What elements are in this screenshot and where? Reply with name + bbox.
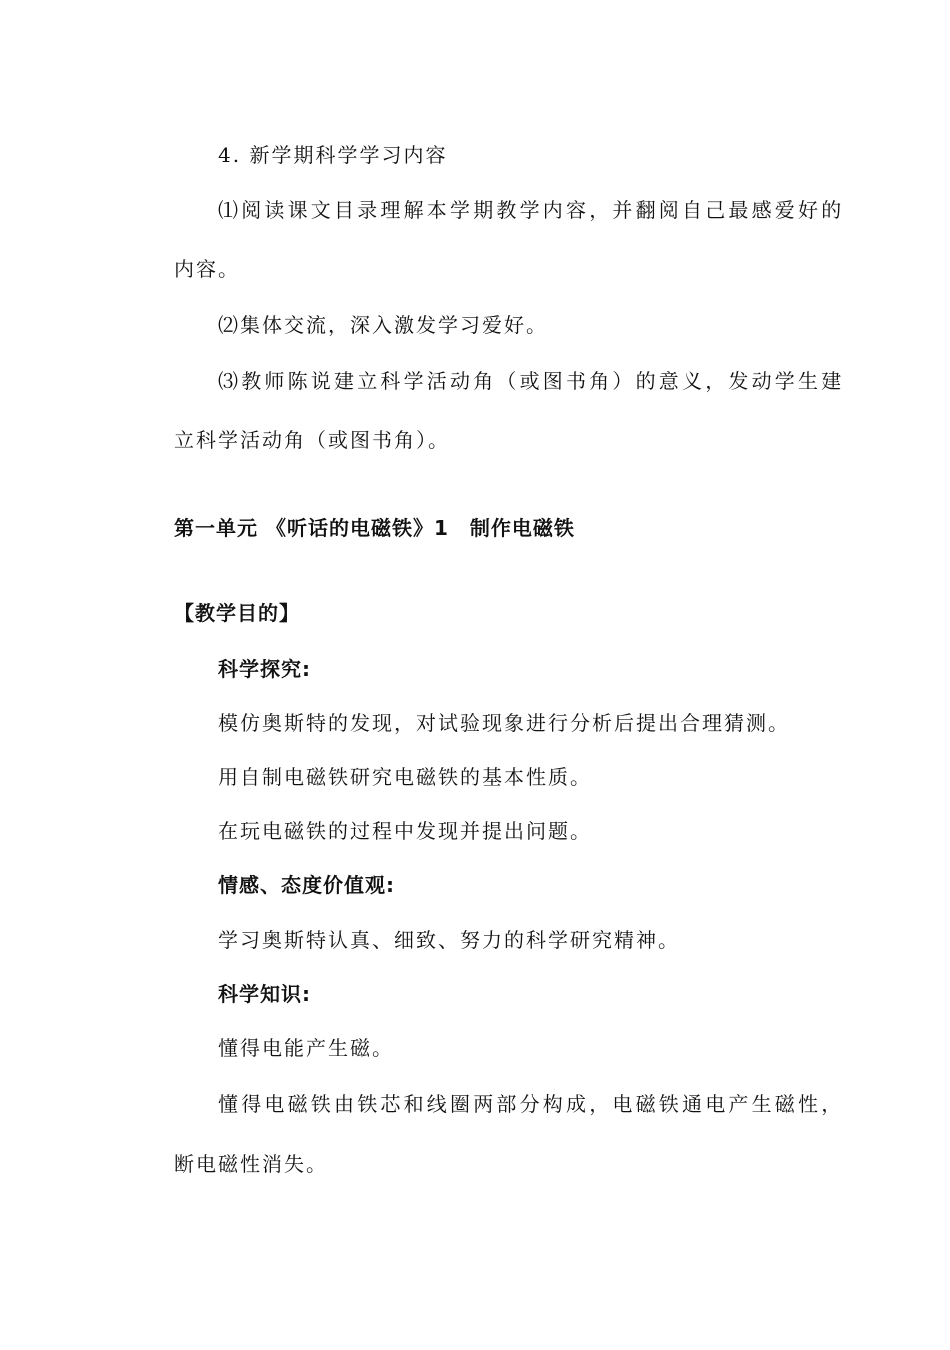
inquiry-line-2: 用自制电磁铁研究电磁铁的基本性质。 (218, 765, 592, 789)
intro-item-3-line-2: 立科学活动角（或图书角）。 (174, 428, 450, 452)
inquiry-label: 科学探究: (218, 657, 311, 681)
knowledge-paragraph-line-2: 断电磁性消失。 (174, 1152, 328, 1176)
inquiry-line-3: 在玩电磁铁的过程中发现并提出问题。 (218, 819, 592, 843)
attitude-line-1: 学习奥斯特认真、细致、努力的科学研究精神。 (218, 928, 680, 952)
objectives-header: 【教学目的】 (174, 601, 300, 625)
intro-item-1-line-2: 内容。 (174, 257, 240, 281)
attitude-label: 情感、态度价值观: (218, 873, 395, 897)
intro-item-1-line-1: ⑴阅读课文目录理解本学期教学内容，并翻阅自己最感爱好的 (218, 198, 845, 222)
unit-title: 第一单元 《听话的电磁铁》1 制作电磁铁 (174, 516, 575, 540)
knowledge-label: 科学知识: (218, 982, 311, 1006)
inquiry-line-1: 模仿奥斯特的发现，对试验现象进行分析后提出合理猜测。 (218, 711, 790, 735)
knowledge-line-1: 懂得电能产生磁。 (218, 1036, 394, 1060)
section-heading-new-term: 4. 新学期科学学习内容 (218, 143, 448, 167)
intro-item-2: ⑵集体交流，深入激发学习爱好。 (218, 313, 548, 337)
knowledge-paragraph-line-1: 懂得电磁铁由铁芯和线圈两部分构成，电磁铁通电产生磁性， (218, 1092, 845, 1116)
intro-item-3-line-1: ⑶教师陈说建立科学活动角（或图书角）的意义，发动学生建 (218, 369, 845, 393)
